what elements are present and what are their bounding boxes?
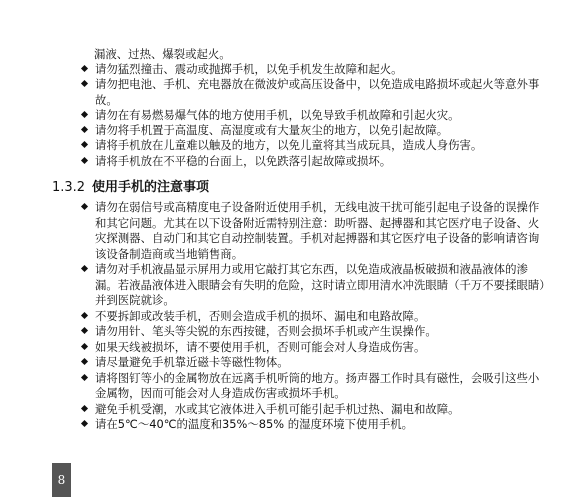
list-item-text: 请将手机放在儿童难以触及的地方，以免儿童将其当成玩具，造成人身伤害。 (95, 138, 483, 153)
diamond-bullet-icon (81, 65, 88, 72)
list-item (80, 371, 548, 402)
list-item (80, 402, 548, 418)
diamond-bullet-icon (81, 126, 88, 133)
diamond-bullet-icon (81, 111, 88, 118)
list-item-text: 请将图钉等小的金属物放在远离手机听筒的地方。扬声器工作时具有磁性，会吸引这些小金属物，因而可能会对人身造成伤害或损坏手机。 (95, 370, 540, 400)
diamond-bullet-icon (81, 141, 88, 148)
diamond-bullet-icon (81, 311, 88, 318)
list-item-text: 请勿猛烈撞击、震动或抛掷手机，以免手机发生故障和起火。 (95, 62, 403, 76)
diamond-bullet-icon (81, 80, 88, 87)
list-item (80, 340, 548, 356)
list-item (80, 262, 548, 309)
page-number: 8 (57, 473, 66, 487)
list-item (80, 200, 548, 262)
list-item (80, 154, 548, 169)
continuation-text: 漏液、过热、爆裂或起火。 (94, 47, 231, 61)
diamond-bullet-icon (81, 404, 88, 411)
safety-list (80, 62, 548, 169)
list-item (80, 77, 548, 108)
list-item-text: 请将手机放在不平稳的台面上，以免跌落引起故障或损坏。 (95, 153, 392, 168)
diamond-bullet-icon (81, 157, 88, 164)
list-item-text: 请勿用针、笔头等尖锐的东西按键，否则会损坏手机或产生误操作。 (95, 324, 437, 338)
diamond-bullet-icon (81, 420, 88, 427)
list-item (80, 123, 548, 138)
diamond-bullet-icon (81, 327, 88, 334)
list-item-text: 如果天线被损坏，请不要使用手机，否则可能会对人身造成伤害。 (95, 339, 426, 354)
list-item (80, 138, 548, 153)
list-item (80, 309, 548, 325)
section-title: 使用手机的注意事项 (92, 180, 210, 195)
list-item-text: 请勿对手机液晶显示屏用力或用它敲打其它东西，以免造成液晶板破损和液晶液体的渗漏。若液晶液体进入眼睛会有失明的危险，这时请立即用清水冲洗眼睛（千万不要揉眼睛）并到医院就诊。 (95, 262, 545, 307)
diamond-bullet-icon (81, 358, 88, 365)
list-item-text: 请勿在有易燃易爆气体的地方使用手机，以免导致手机故障和引起火灾。 (95, 107, 460, 122)
list-item-text: 不要拆卸或改装手机，否则会造成手机的损坏、漏电和电路故障。 (95, 308, 426, 323)
diamond-bullet-icon (81, 373, 88, 380)
list-item (80, 355, 548, 371)
diamond-bullet-icon (81, 203, 88, 210)
diamond-bullet-icon (81, 342, 88, 349)
section-number: 1.3.2 (52, 180, 86, 195)
diamond-bullet-icon (81, 265, 88, 272)
section-heading (52, 180, 209, 196)
precautions-list (80, 200, 548, 433)
list-item (80, 62, 548, 77)
list-item-text: 请在5℃～40℃的温度和35%～85% 的湿度环境下使用手机。 (95, 417, 414, 431)
list-item (80, 417, 548, 433)
list-item-text: 请尽量避免手机靠近磁卡等磁性物体。 (95, 355, 289, 369)
list-item-text: 请勿在弱信号或高精度电子设备附近使用手机，无线电波干扰可能引起电子设备的误操作和其它问题。尤其在以下设备附近需特别注意：助听器、起搏器和其它医疗电子设备、火灾探测器、自动门和其它自动控制装置。手机对起搏器和其它医疗电子设备的影响请咨询该设备制造商或当地销售商。 (95, 200, 540, 261)
list-item-text: 请勿将手机置于高温度、高湿度或有大量灰尘的地方，以免引起故障。 (95, 123, 449, 138)
list-item (80, 324, 548, 340)
list-item-text: 请勿把电池、手机、充电器放在微波炉或高压设备中，以免造成电路损坏或起火等意外事故。 (95, 77, 540, 107)
list-item-text: 避免手机受潮，水或其它液体进入手机可能引起手机过热、漏电和故障。 (95, 401, 460, 416)
list-item (80, 108, 548, 123)
